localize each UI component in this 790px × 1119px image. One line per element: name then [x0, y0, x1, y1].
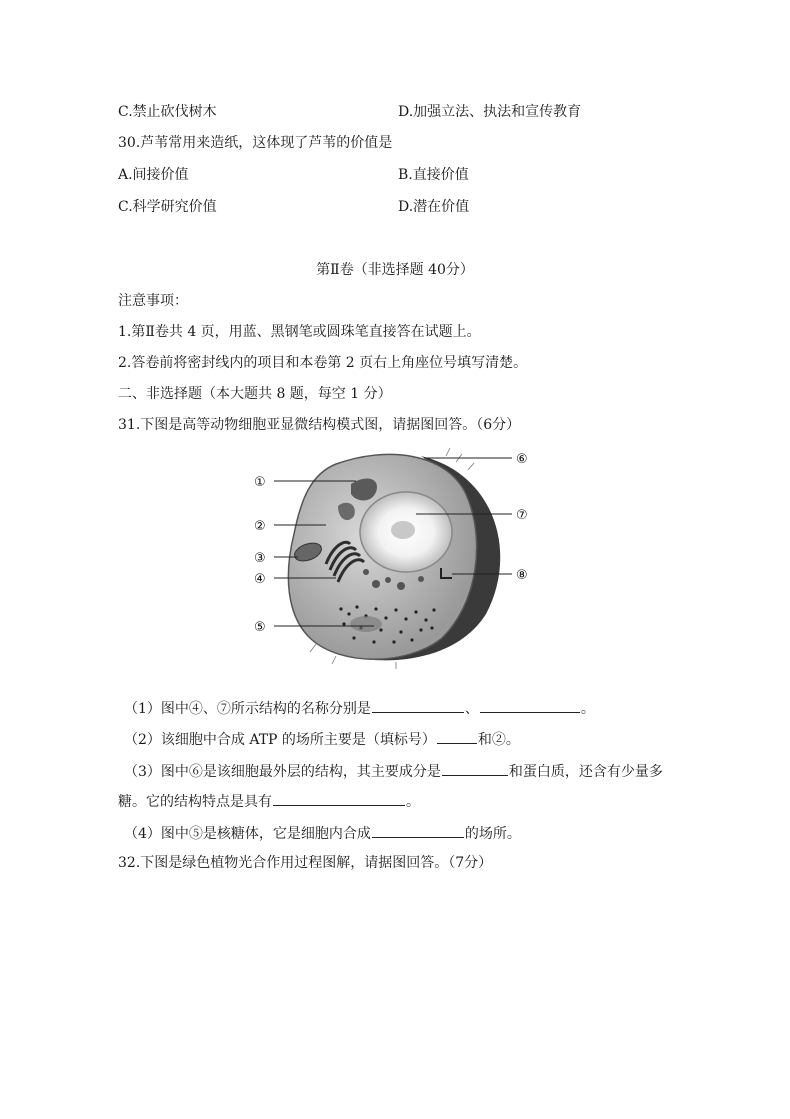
label-6: ⑥	[516, 452, 528, 467]
answer-blank-4[interactable]	[442, 761, 508, 776]
label-7: ⑦	[516, 508, 528, 523]
answer-blank-3[interactable]	[437, 729, 477, 744]
q29-option-d: D.加强立法、执法和宣传教育	[398, 104, 582, 120]
q29-option-c: C.禁止砍伐树木	[118, 104, 217, 120]
notice-1: 1.第Ⅱ卷共 4 页，用蓝、黑钢笔或圆珠笔直接答在试题上。	[118, 324, 481, 340]
q31-sub3-line1: （3）图中⑥是该细胞最外层的结构，其主要成分是 和蛋白质，还含有少量多	[124, 761, 663, 781]
q30-stem: 30.芦苇常用来造纸，这体现了芦苇的价值是	[118, 135, 393, 151]
label-5: ⑤	[254, 620, 266, 635]
label-8: ⑧	[516, 568, 528, 583]
q30-option-c: C.科学研究价值	[118, 199, 217, 215]
label-1: ①	[254, 475, 266, 490]
q30-option-d: D.潜在价值	[398, 199, 470, 215]
q31-sub2: （2）该细胞中合成 ATP 的场所主要是（填标号） 和②。	[124, 729, 520, 749]
notice-heading: 注意事项：	[118, 293, 188, 309]
animal-cell-diagram	[246, 444, 546, 670]
notice-2: 2.答卷前将密封线内的项目和本卷第 2 页右上角座位号填写清楚。	[118, 355, 528, 371]
q30-option-a: A.间接价值	[118, 167, 189, 183]
q32-stem: 32.下图是绿色植物光合作用过程图解，请据图回答。（7分）	[118, 855, 493, 871]
answer-blank-1[interactable]	[372, 698, 464, 713]
answer-blank-2[interactable]	[480, 698, 580, 713]
section-title: 第Ⅱ卷（非选择题 40分）	[316, 262, 474, 278]
q31-sub4: （4）图中⑤是核糖体，它是细胞内合成 的场所。	[124, 823, 521, 843]
q31-sub1: （1）图中④、⑦所示结构的名称分别是 、 。	[124, 698, 595, 718]
answer-blank-6[interactable]	[372, 823, 464, 838]
part-heading: 二、非选择题（本大题共 8 题，每空 1 分）	[118, 386, 392, 402]
q30-option-b: B.直接价值	[398, 167, 469, 183]
q31-sub3-line2: 糖。它的结构特点是具有 。	[118, 791, 420, 811]
label-2: ②	[254, 519, 266, 534]
q31-stem: 31.下图是高等动物细胞亚显微结构模式图，请据图回答。（6分）	[118, 417, 521, 433]
label-3: ③	[254, 551, 266, 566]
nucleolus	[391, 521, 415, 539]
answer-blank-5[interactable]	[273, 791, 405, 806]
label-4: ④	[254, 572, 266, 587]
